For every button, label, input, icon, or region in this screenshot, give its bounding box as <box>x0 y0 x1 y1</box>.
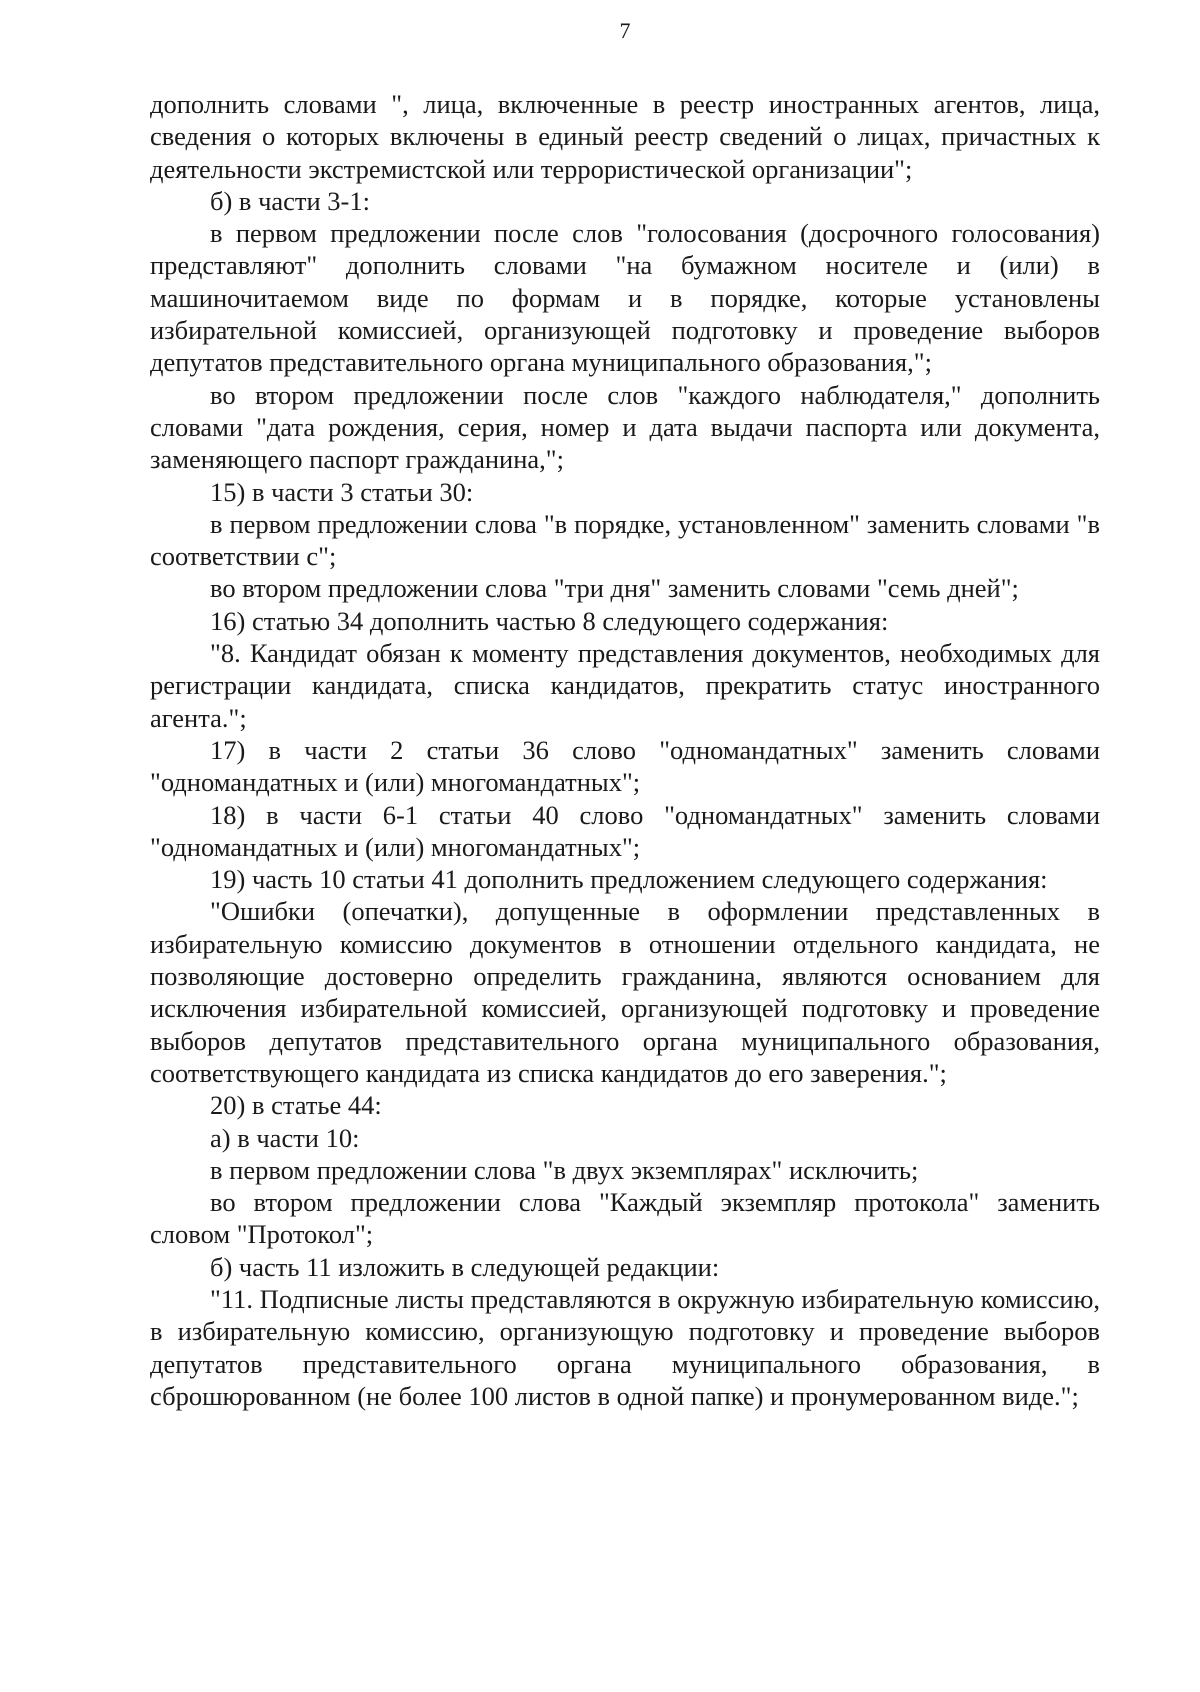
paragraph-item-17: 17) в части 2 статьи 36 слово "одномандатных" заменить словами "одномандатных и (или) многомандатных"; <box>150 734 1100 798</box>
paragraph-item-15: 15) в части 3 статьи 30: <box>210 476 474 507</box>
paragraph-item-20-a-first-sentence: в первом предложении слова "в двух экземплярах" исключить; <box>210 1154 919 1185</box>
page-number: 7 <box>619 18 631 43</box>
paragraph-item-16: 16) статью 34 дополнить частью 8 следующего содержания: <box>210 605 889 636</box>
paragraph-continuation: дополнить словами ", лица, включенные в реестр иностранных агентов, лица, сведения о которых включены в единый реестр сведений о лицах, причастных к деятельности экстремистской или террористической организации"; <box>150 89 1100 184</box>
paragraph-item-16-quote: "8. Кандидат обязан к моменту представления документов, необходимых для регистрации кандидата, списка кандидатов, прекратить статус иностранного агента."; <box>150 638 1100 733</box>
paragraph-item-19-quote: "Ошибки (опечатки), допущенные в оформлении представленных в избирательную комиссию документов в отношении отдельного кандидата, не позволяющие достоверно определить гражданина, являются основанием для исключения избирательной комиссией, организующей подготовку и проведение выборов депутатов представительного органа муниципального образования, соответствующего кандидата из списка кандидатов до его заверения."; <box>150 896 1100 1088</box>
paragraph-item-20-b: б) часть 11 изложить в следующей редакции: <box>210 1251 720 1282</box>
document-body <box>150 88 1100 1412</box>
paragraph-item-20-a-second-sentence: во втором предложении слова "Каждый экземпляр протокола" заменить словом "Протокол"; <box>150 1187 1100 1250</box>
paragraph-item-19: 19) часть 10 статьи 41 дополнить предложением следующего содержания: <box>210 864 1048 895</box>
paragraph-second-sentence-amendment: во втором предложении после слов "каждого наблюдателя," дополнить словами "дата рождения, серия, номер и дата выдачи паспорта или документа, заменяющего паспорт гражданина,"; <box>150 379 1100 475</box>
paragraph-item-15-second-sentence: во втором предложении слова "три дня" заменить словами "семь дней"; <box>210 573 1019 604</box>
paragraph-item-15-first-sentence: в первом предложении слова "в порядке, установленном" заменить словами "в соответствии с"; <box>150 508 1100 572</box>
paragraph-first-sentence-amendment: в первом предложении после слов "голосования (досрочного голосования) представляют" дополнить словами "на бумажном носителе и (или) в машиночитаемом виде по формам и в порядке, которые установлены избирательной комиссией, организующей подготовку и проведение выборов депутатов представительного органа муниципального образования,"; <box>150 218 1100 378</box>
paragraph-item-20: 20) в статье 44: <box>210 1090 382 1121</box>
paragraph-item-20-a: а) в части 10: <box>210 1122 360 1153</box>
paragraph-item-20-b-quote: "11. Подписные листы представляются в окружную избирательную комиссию, в избирательную комиссию, организующую подготовку и проведение выборов депутатов представительного органа муниципального образования, в сброшюрованном (не более 100 листов в одной папке) и пронумерованном виде."; <box>150 1283 1100 1411</box>
paragraph-item-b-part-3-1: б) в части 3-1: <box>210 185 370 216</box>
paragraph-item-18: 18) в части 6-1 статьи 40 слово "одномандатных" заменить словами "одномандатных и (или) многомандатных"; <box>150 799 1100 862</box>
